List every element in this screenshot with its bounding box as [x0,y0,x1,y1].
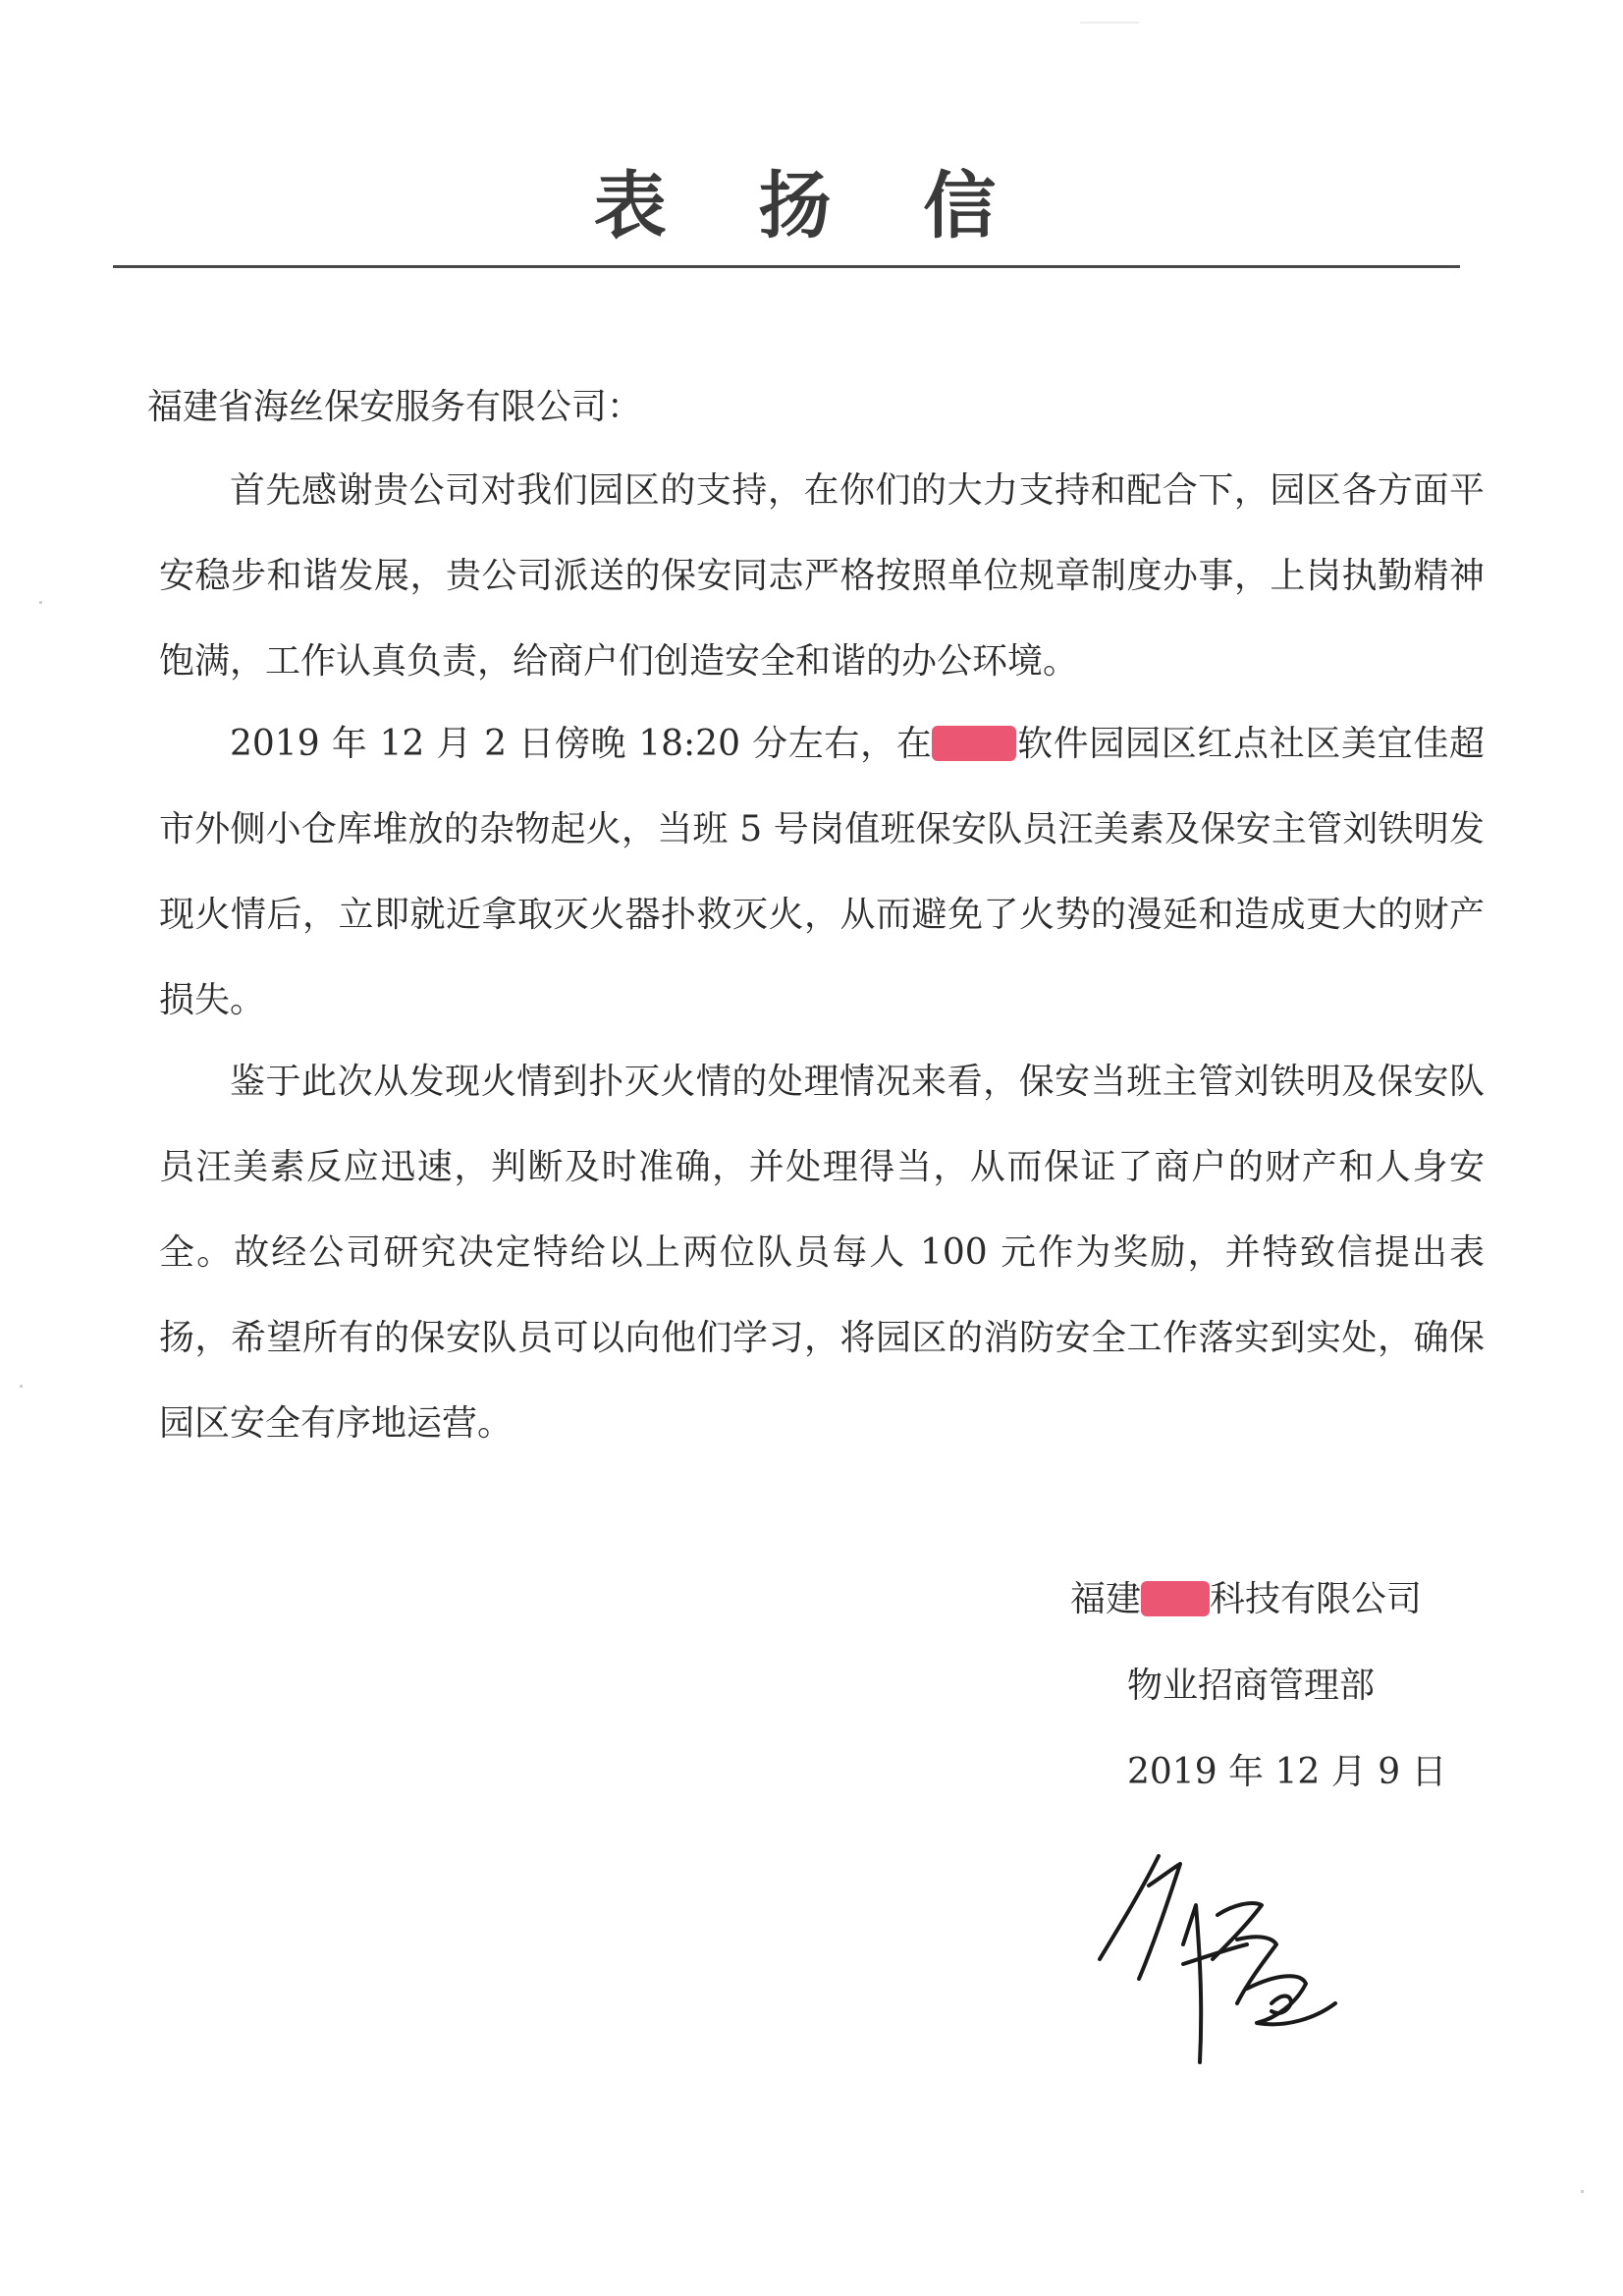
scan-speck [20,1385,23,1388]
handwritten-signature [1090,1846,1355,2072]
redaction-mark [932,726,1016,761]
incident-text-before: 2019 年 12 月 2 日傍晚 18:20 分左右，在 [230,724,933,764]
salutation: 福建省海丝保安服务有限公司： [147,387,643,427]
page-title: 表 扬 信 [593,164,1030,248]
title-divider [113,265,1460,268]
incident-text-after: 软件园园区红点社区美宜佳超市外侧小仓库堆放的杂物起火，当班 5 号岗值班保安队员汪美素及保安主管刘铁明发现火情后，立即就近拿取灭火器扑救灭火，从而避免了火势的漫延和造成更大的财产损失。 [159,724,1485,1020]
sign-date: 2019 年 12 月 9 日 [1127,1752,1447,1792]
scan-speck [39,601,42,604]
paragraph-commendation: 鉴于此次从发现火情到扑灭火情的处理情况来看，保安当班主管刘铁明及保安队员汪美素反应迅速，判断及时准确，并处理得当，从而保证了商户的财产和人身安全。故经公司研究决定特给以上两位队员每人 100 元作为奖励，并特致信提出表扬，希望所有的保安队员可以向他们学习，将园区的消防安全工作落实到实处，确保园区安全有序地运营。 [159,1062,1485,1444]
scan-speck [1581,2190,1584,2193]
redaction-mark [1141,1581,1210,1616]
sign-company-after: 科技有限公司 [1210,1579,1423,1619]
sign-company [1070,1557,1447,1643]
scan-speck [1080,22,1139,24]
paragraph-incident [159,701,1485,1043]
sign-company-before: 福建 [1070,1579,1142,1619]
signature-block [1070,1557,1447,1816]
sign-department: 物业招商管理部 [1127,1666,1376,1706]
paragraph-thanks: 首先感谢贵公司对我们园区的支持，在你们的大力支持和配合下，园区各方面平安稳步和谐发展，贵公司派送的保安同志严格按照单位规章制度办事，上岗执勤精神饱满，工作认真负责，给商户们创造安全和谐的办公环境。 [159,470,1485,682]
